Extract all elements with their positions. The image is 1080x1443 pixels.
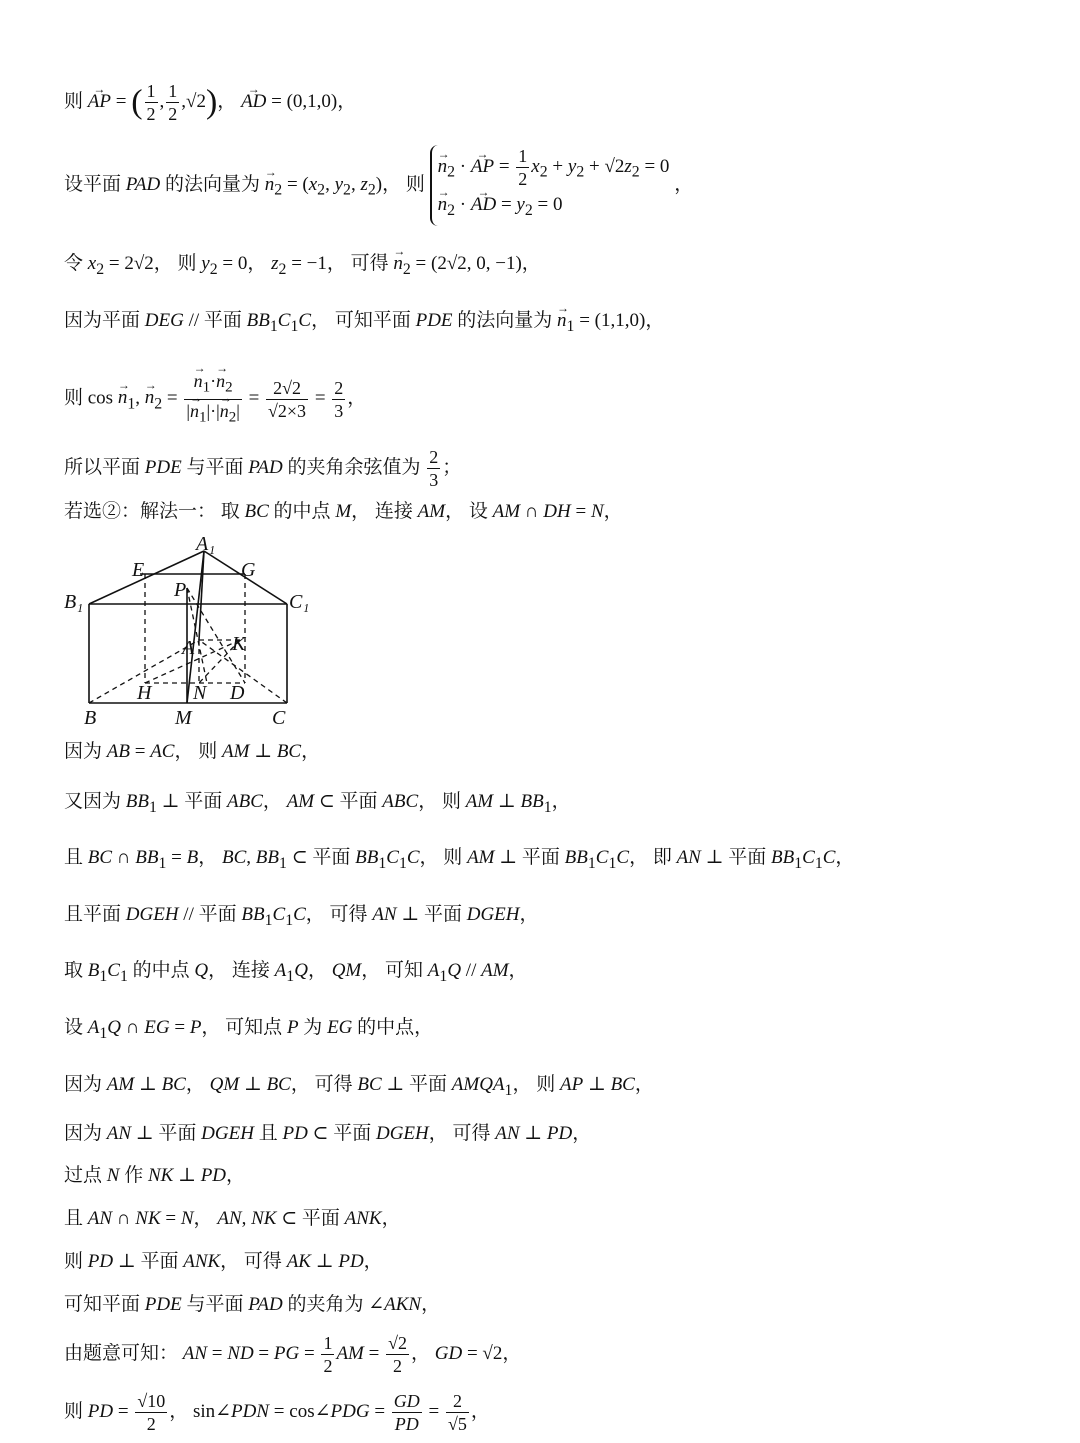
label-A1: A₁ bbox=[196, 533, 216, 555]
text-line-21: 则 PD = $\frac{√10}{2}$ ， sin∠PDN = cos∠PDG = $\frac{GD}{PD}$ = $\frac{2}{√5}$ ， bbox=[64, 1391, 490, 1434]
text-line-4: 因为平面 DEG // 平面 $BB_1C_1C$， 可知平面 PDE 的法向量为 → $n_1 = (1,1,0)$， bbox=[64, 309, 664, 339]
text-line-14: 因为 AM ⊥ BC， QM ⊥ BC， 可得 BC ⊥ 平面 $AMQA_1$， 则 AP ⊥ BC， bbox=[64, 1074, 654, 1099]
label-G: G bbox=[241, 559, 256, 581]
text-line-1: 则 → AP = ( $\frac{1}{2}$ , $\frac{1}{2}$ ,√2)， → AD = (0,1,0)， bbox=[64, 80, 356, 125]
equation-system: → $n_2$ · → AP = $\frac{1}{2}$ $x_2 + y_2 + √2z_2 = 0$ → $n_2$ · → AD = $y_2 = 0$ bbox=[430, 145, 670, 226]
text-line-20: 由题意可知： AN = ND = PG = $\frac{1}{2}$ AM = $\frac{√2}{2}$ ， GD = √2， bbox=[64, 1333, 522, 1376]
label-K: K bbox=[232, 633, 246, 655]
text-line-9: 又因为 $BB_1$ ⊥ 平面 ABC， AM ⊂ 平面 ABC， 则 AM ⊥ $BB_1$， bbox=[64, 791, 571, 816]
label-H: H bbox=[137, 682, 152, 704]
label-A: A bbox=[182, 637, 195, 659]
label-E: E bbox=[132, 559, 145, 581]
label-C: C bbox=[272, 707, 286, 729]
text-line-17: 且 AN ∩ NK = N， AN, NK ⊂ 平面 ANK， bbox=[64, 1208, 401, 1229]
text-line-18: 则 PD ⊥ 平面 ANK， 可得 AK ⊥ PD， bbox=[64, 1251, 383, 1272]
text-line-10: 且 BC ∩ $BB_1 = B$， BC, $BB_1$ ⊂ 平面 $BB_1C_1C$， 则 AM ⊥ 平面 $BB_1C_1C$， 即 AN ⊥ 平面 $BB_1C_1C$， bbox=[64, 847, 855, 872]
text-line-3: 令 $x_2 = 2√2$， 则 $y_2 = 0$， $z_2 = -1$， 可得 → $n_2 = (2√2$, 0, −1)， bbox=[64, 252, 541, 282]
text-line-19: 可知平面 PDE 与平面 PAD 的夹角为 ∠AKN， bbox=[64, 1294, 441, 1315]
text-line-5: 则 $\cos \to n_1$, → $n_2$ = → $\frac{n_1\cdot\to n_2}{|\to n_1|\cdot|\to n_2|}$ = $\frac{2√2}{√2\times 3}$ = $\frac{2}{3}$ ， bbox=[64, 370, 366, 428]
label-M: M bbox=[175, 707, 192, 729]
label-P: P bbox=[174, 579, 187, 601]
label-B: B bbox=[84, 707, 97, 729]
geometry-figure bbox=[60, 530, 330, 735]
text-line-15: 因为 AN ⊥ 平面 DGEH 且 PD ⊂ 平面 DGEH， 可得 AN ⊥ PD， bbox=[64, 1123, 592, 1144]
label-B1: B₁ bbox=[64, 591, 84, 613]
text-line-6: 所以平面 PDE 与平面 PAD 的夹角余弦值为 $\frac{2}{3}$ ； bbox=[64, 447, 462, 490]
label-N: N bbox=[193, 682, 207, 704]
text-line-11: 且平面 DGEH // 平面 $BB_1C_1C$， 可得 AN ⊥ 平面 DGEH， bbox=[64, 904, 539, 929]
text-line-12: 取 $B_1C_1$ 的中点 Q， 连接 $A_1Q$， QM， 可知 $A_1Q$ // AM， bbox=[64, 960, 528, 985]
text-line-16: 过点 N 作 NK ⊥ PD， bbox=[64, 1165, 246, 1186]
text-line-8: 因为 AB = AC， 则 AM ⊥ BC， bbox=[64, 741, 321, 762]
label-D: D bbox=[230, 682, 245, 704]
text-line-2: 设平面 PAD 的法向量为 → $n_2 = (x_2$, $y_2$, $z_2$)， 则 → $n_2$ · → AP = $\frac{1}{2}$ $x_2 + y_2 + √2z_2 = 0$ → $n_2$ · → AD = $y_2 = 0$ ， bbox=[64, 145, 693, 226]
text-line-13: 设 $A_1Q$ ∩ EG = P， 可知点 P 为 EG 的中点， bbox=[64, 1017, 434, 1042]
text-line-7: 若选②：解法一： 取 BC 的中点 M， 连接 AM， 设 AM ∩ DH = N， bbox=[64, 501, 623, 522]
label-C1: C₁ bbox=[289, 591, 310, 613]
